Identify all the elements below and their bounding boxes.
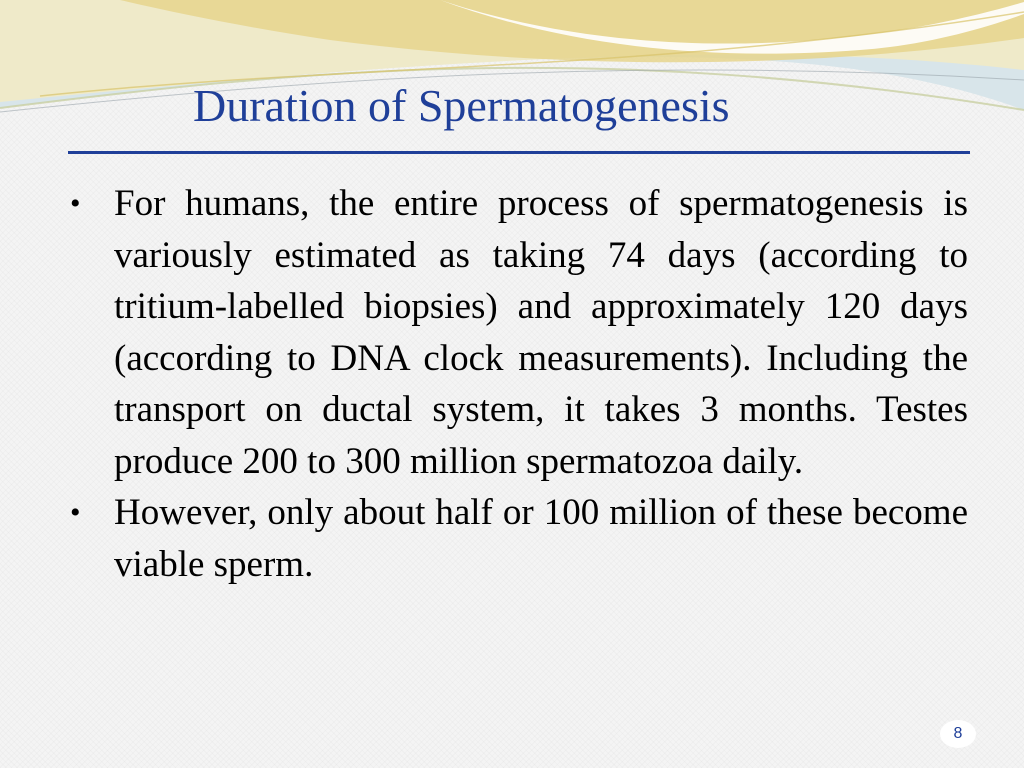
page-number: 8 — [940, 720, 976, 748]
bullet-item — [70, 178, 968, 487]
bullet-text: However, only about half or 100 million of these become viable sperm. — [114, 492, 968, 585]
bullet-dot-icon: • — [70, 187, 81, 220]
bullet-item — [70, 487, 968, 590]
bullet-list — [70, 178, 968, 590]
slide-title: Duration of Spermatogenesis — [193, 80, 730, 131]
bullet-dot-icon: • — [70, 496, 81, 529]
bullet-text: For humans, the entire process of spermatogenesis is variously estimated as taking 74 days (according to tritium-labelled biopsies) and approximately 120 days (according to DNA clock measurements). Including the transport on ductal system, it takes 3 months. Testes produce 200 to 300 million spermatozoa daily. — [114, 183, 968, 482]
title-underline — [68, 151, 970, 154]
